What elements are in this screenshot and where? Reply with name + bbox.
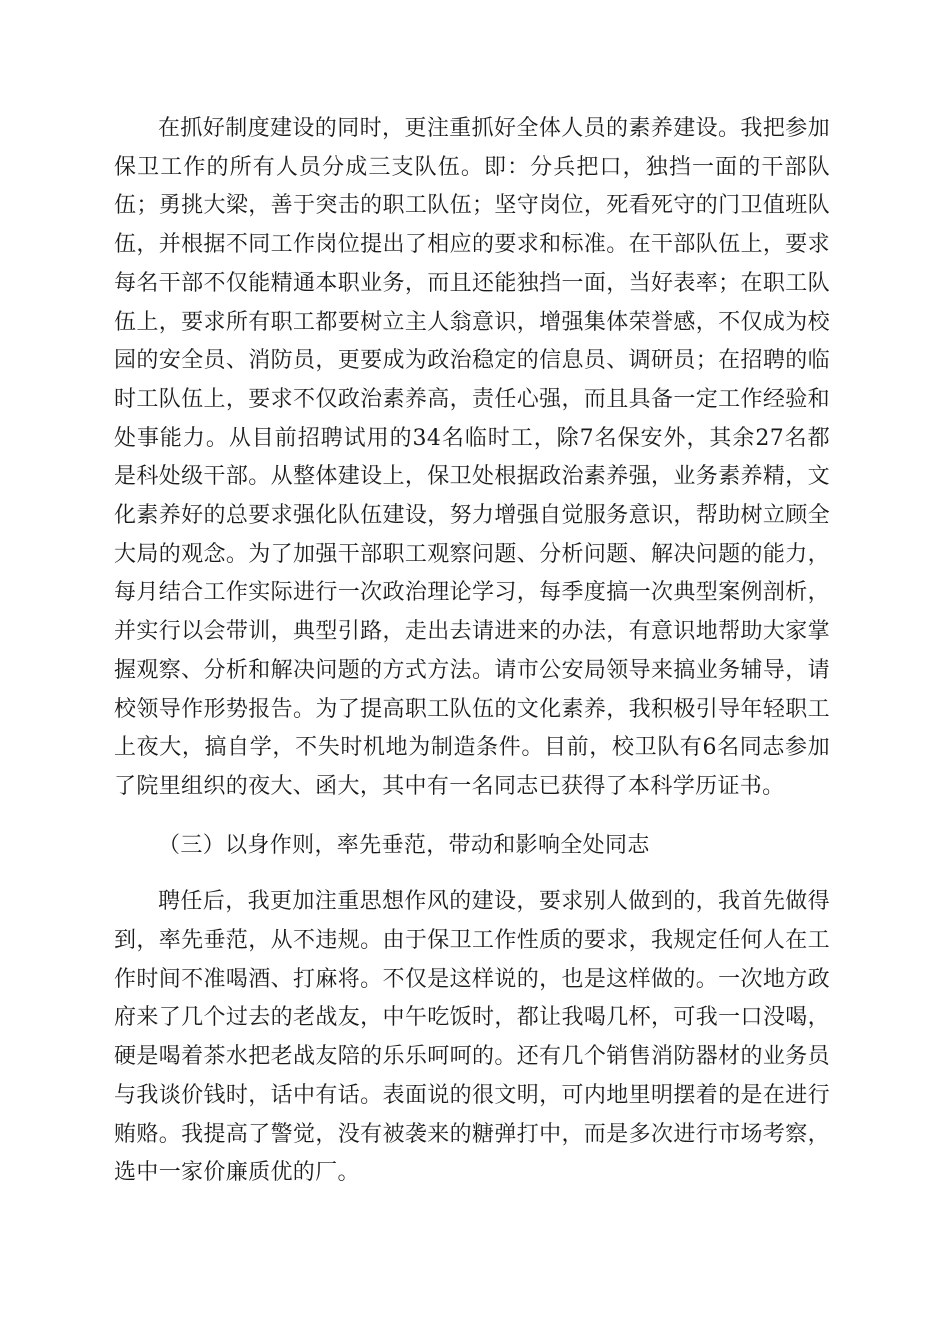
paragraph-team-building: 在抓好制度建设的同时，更注重抓好全体人员的素养建设。我把参加保卫工作的所有人员分成三支队伍。即：分兵把口，独挡一面的干部队伍；勇挑大梁，善于突击的职工队伍；坚守岗位，死看死守的门卫值班队伍，并根据不同工作岗位提出了相应的要求和标准。在干部队伍上，要求每名干部不仅能精通本职业务，而且还能独挡一面，当好表率；在职工队伍上，要求所有职工都要树立主人翁意识，增强集体荣誉感，不仅成为校园的安全员、消防员，更要成为政治稳定的信息员、调研员；在招聘的临时工队伍上，要求不仅政治素养高，责任心强，而且具备一定工作经验和处事能力。从目前招聘试用的34名临时工，除7名保安外，其余27名都是科处级干部。从整体建设上，保卫处根据政治素养强，业务素养精，文化素养好的总要求强化队伍建设，努力增强自觉服务意识，帮助树立顾全大局的观念。为了加强干部职工观察问题、分析问题、解决问题的能力，每月结合工作实际进行一次政治理论学习，每季度搞一次典型案例剖析，并实行以会带训，典型引路，走出去请进来的办法，有意识地帮助大家掌握观察、分析和解决问题的方式方法。请市公安局领导来搞业务辅导，请校领导作形势报告。为了提高职工队伍的文化素养，我积极引导年轻职工上夜大，搞自学，不失时机地为制造条件。目前，校卫队有6名同志参加了院里组织的夜大、函大，其中有一名同志已获得了本科学历证书。 <box>114 116 830 799</box>
document-body <box>114 110 830 1193</box>
paragraph-lead-by-example: 聘任后，我更加注重思想作风的建设，要求别人做到的，我首先做得到，率先垂范，从不违规。由于保卫工作性质的要求，我规定任何人在工作时间不准喝酒、打麻将。不仅是这样说的，也是这样做的。一次地方政府来了几个过去的老战友，中午吃饭时，都让我喝几杯，可我一口没喝，硬是喝着茶水把老战友陪的乐乐呵呵的。还有几个销售消防器材的业务员与我谈价钱时，话中有话。表面说的很文明，可内地里明摆着的是在进行贿赂。我提高了警觉，没有被袭来的糖弹打中，而是多次进行市场考察，选中一家价廉质优的厂。 <box>114 889 830 1186</box>
section-heading-three: （三）以身作则，率先垂范，带动和影响全处同志 <box>158 832 650 858</box>
